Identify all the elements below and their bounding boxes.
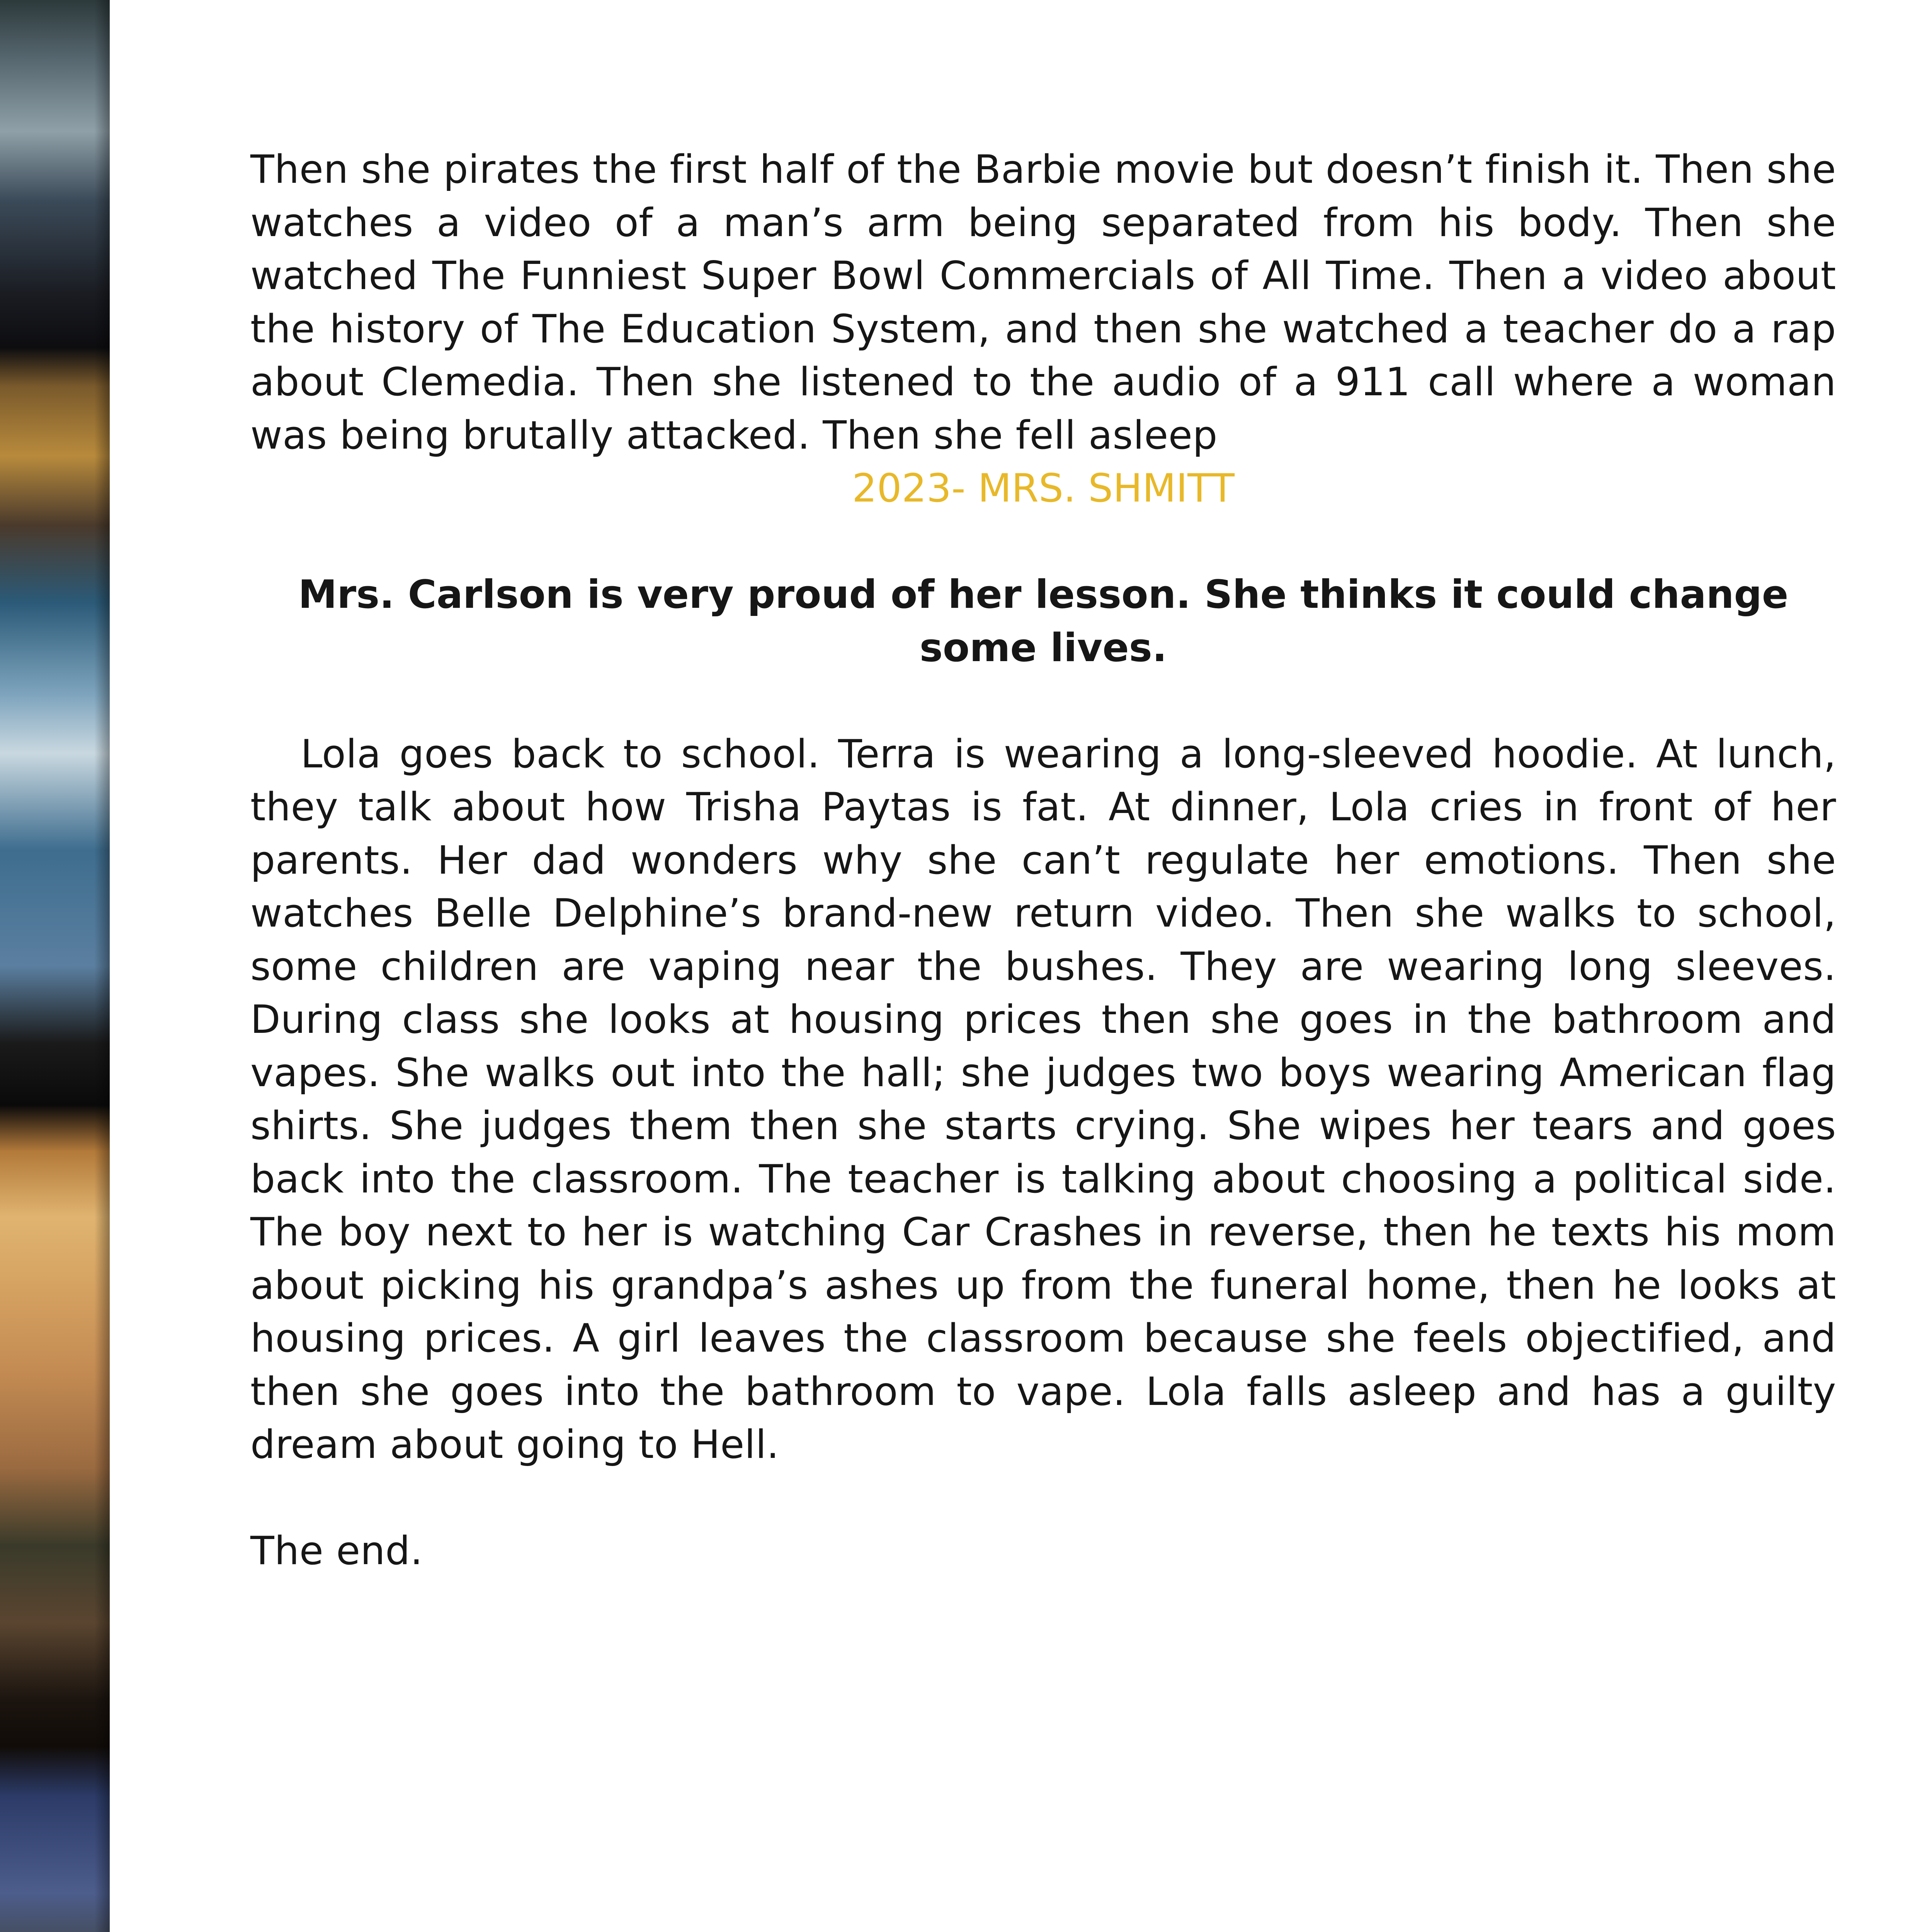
closing-line: The end. [250,1528,423,1573]
section-headline: Mrs. Carlson is very proud of her lesson. She thinks it could change some lives. [298,571,1789,670]
spacer [250,1471,1836,1525]
left-painting-strip [0,0,110,1932]
spacer [250,674,1836,728]
story-paragraph-1: Then she pirates the first half of the Barbie movie but doesn’t finish it. Then she watches a video of a man’s arm being separated from his body. Then she watched The Funniest Super Bowl Commercials of All Time. Then a video about the history of The Education System, and then she watched a teacher do a rap about Clemedia. Then she listened to the audio of a 911 call where a woman was being brutally attacked. Then she fell asleep [250,146,1836,458]
story-text-column [250,143,1836,1578]
story-paragraph-2: Lola goes back to school. Terra is wearing a long-sleeved hoodie. At lunch, they talk about how Trisha Paytas is fat. At dinner, Lola cries in front of her parents. Her dad wonders why she can’t regulate her emotions. Then she watches Belle Delphine’s brand-new return video. Then she walks to school, some children are vaping near the bushes. They are wearing long sleeves. During class she looks at housing prices then she goes in the bathroom and vapes. She walks out into the hall; she judges two boys wearing American flag shirts. She judges them then she starts crying. She wipes her tears and goes back into the classroom. The teacher is talking about choosing a political side. The boy next to her is watching Car Crashes in reverse, then he texts his mom about picking his grandpa’s ashes up from the funeral home, then he looks at housing prices. A girl leaves the classroom because she feels objectified, and then she goes into the bathroom to vape. Lola falls asleep and has a guilty dream about going to Hell. [250,731,1836,1467]
section-byline: 2023- MRS. SHMITT [852,465,1235,511]
spacer [250,515,1836,568]
